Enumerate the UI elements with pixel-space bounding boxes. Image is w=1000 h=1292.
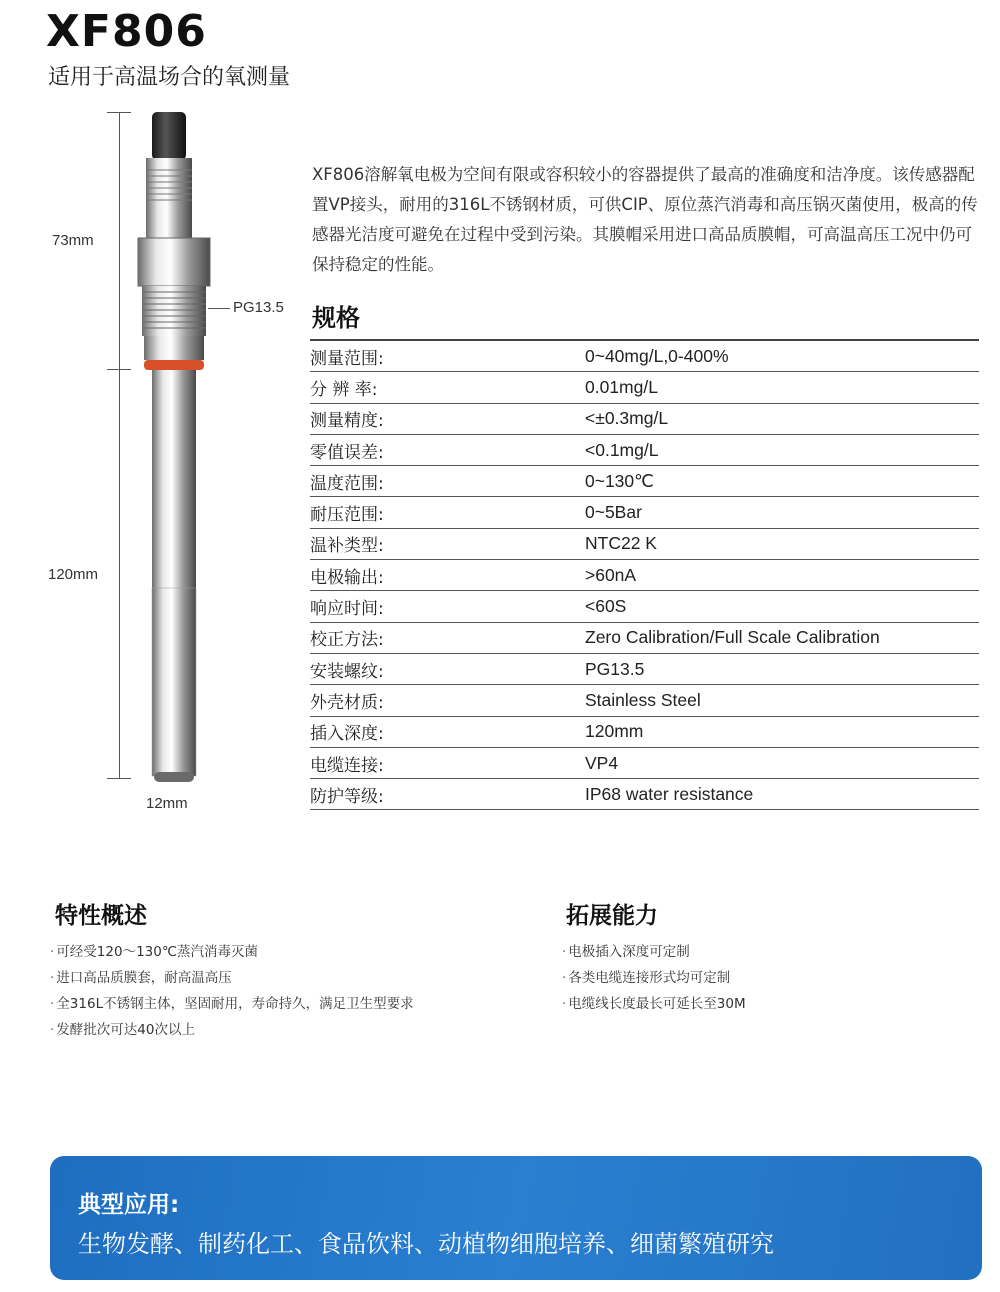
spec-key: 电缆连接: xyxy=(310,755,384,776)
spec-row xyxy=(310,591,979,622)
spec-value: 0~40mg/L,0-400% xyxy=(585,345,729,366)
list-item: · 可经受120～130℃蒸汽消毒灭菌 xyxy=(50,939,414,965)
spec-key: 响应时间: xyxy=(310,599,384,620)
spec-value: <60S xyxy=(585,596,627,617)
spec-value: PG13.5 xyxy=(585,658,645,679)
spec-key: 防护等级: xyxy=(310,786,384,807)
list-item: · 全316L不锈钢主体，坚固耐用，寿命持久，满足卫生型要求 xyxy=(50,991,414,1017)
spec-row xyxy=(310,779,979,810)
application-banner xyxy=(50,1156,982,1280)
spec-value: 0~130℃ xyxy=(585,470,654,491)
spec-row xyxy=(310,404,979,435)
spec-row xyxy=(310,748,979,779)
membrane-cap xyxy=(152,588,196,776)
spec-row xyxy=(310,372,979,403)
dimension-tick-bottom xyxy=(107,778,131,779)
product-description: XF806溶解氧电极为空间有限或容积较小的容器提供了最高的准确度和洁净度。该传感器配置VP接头，耐用的316L不锈钢材质，可供CIP、原位蒸汽消毒和高压锅灭菌使用，极高的传感器光洁度可避免在过程中受到污染。其膜帽采用进口高品质膜帽，可高温高压工况中仍可保持稳定的性能。 xyxy=(312,165,978,274)
spec-key: 外壳材质: xyxy=(310,692,384,713)
thread-label: PG13.5 xyxy=(233,299,284,316)
list-item: · 各类电缆连接形式均可定制 xyxy=(562,965,746,991)
spec-value: Stainless Steel xyxy=(585,689,701,710)
spec-key: 测量范围: xyxy=(310,348,384,369)
spec-row xyxy=(310,529,979,560)
list-item: · 进口高品质膜套，耐高温高压 xyxy=(50,965,414,991)
spec-value: <±0.3mg/L xyxy=(585,408,669,429)
spec-value: VP4 xyxy=(585,752,619,773)
spec-key: 分 辨 率: xyxy=(310,379,378,400)
spec-key: 温度范围: xyxy=(310,473,384,494)
spec-key: 安装螺纹: xyxy=(310,661,384,682)
dimension-line xyxy=(119,112,120,778)
spec-row xyxy=(310,435,979,466)
spec-value: >60nA xyxy=(585,564,637,585)
application-title: 典型应用: xyxy=(78,1192,180,1218)
spec-row xyxy=(310,623,979,654)
sensor-illustration xyxy=(130,108,220,788)
spec-row xyxy=(310,341,979,372)
spec-value: IP68 water resistance xyxy=(585,783,754,804)
spec-key: 校正方法: xyxy=(310,630,384,651)
spec-key: 零值误差: xyxy=(310,442,384,463)
dimension-width-label: 12mm xyxy=(146,795,188,812)
list-item: · 电极插入深度可定制 xyxy=(562,939,746,965)
extensions-list xyxy=(562,939,746,1017)
spec-row xyxy=(310,560,979,591)
features-list xyxy=(50,939,414,1043)
spec-key: 插入深度: xyxy=(310,724,384,745)
o-ring xyxy=(144,360,204,370)
probe-tip xyxy=(154,772,194,782)
spec-key: 电极输出: xyxy=(310,567,384,588)
spec-row xyxy=(310,654,979,685)
features-title: 特性概述 xyxy=(55,903,147,929)
extensions-title: 拓展能力 xyxy=(566,903,658,929)
collar xyxy=(144,336,204,360)
spec-value: 120mm xyxy=(585,721,644,742)
spec-row xyxy=(310,685,979,716)
dimension-bottom-label: 120mm xyxy=(48,566,99,583)
spec-value: Zero Calibration/Full Scale Calibration xyxy=(585,627,880,648)
spec-value: 0~5Bar xyxy=(585,502,642,523)
spec-value: NTC22 K xyxy=(585,533,657,554)
shaft xyxy=(152,370,196,588)
dimension-tick-middle xyxy=(107,369,131,370)
spec-key: 耐压范围: xyxy=(310,505,384,526)
spec-key: 温补类型: xyxy=(310,536,384,557)
page-subtitle: 适用于高温场合的氧测量 xyxy=(48,65,291,90)
spec-row xyxy=(310,466,979,497)
dimension-top-label: 73mm xyxy=(52,232,94,249)
spec-value: <0.1mg/L xyxy=(585,439,659,460)
connector-cap xyxy=(152,112,186,160)
spec-title: 规格 xyxy=(312,304,360,332)
list-item: · 发酵批次可达40次以上 xyxy=(50,1017,414,1043)
page-title: XF806 xyxy=(46,6,207,57)
list-item: · 电缆线长度最长可延长至30M xyxy=(562,991,746,1017)
spec-table xyxy=(310,339,979,810)
hex-nut xyxy=(138,238,210,286)
dimension-tick-top xyxy=(107,112,131,113)
application-text: 生物发酵、制药化工、食品饮料、动植物细胞培养、细菌繁殖研究 xyxy=(78,1230,774,1258)
spec-key: 测量精度: xyxy=(310,411,384,432)
spec-row xyxy=(310,497,979,528)
spec-row xyxy=(310,717,979,748)
spec-value: 0.01mg/L xyxy=(585,376,658,397)
